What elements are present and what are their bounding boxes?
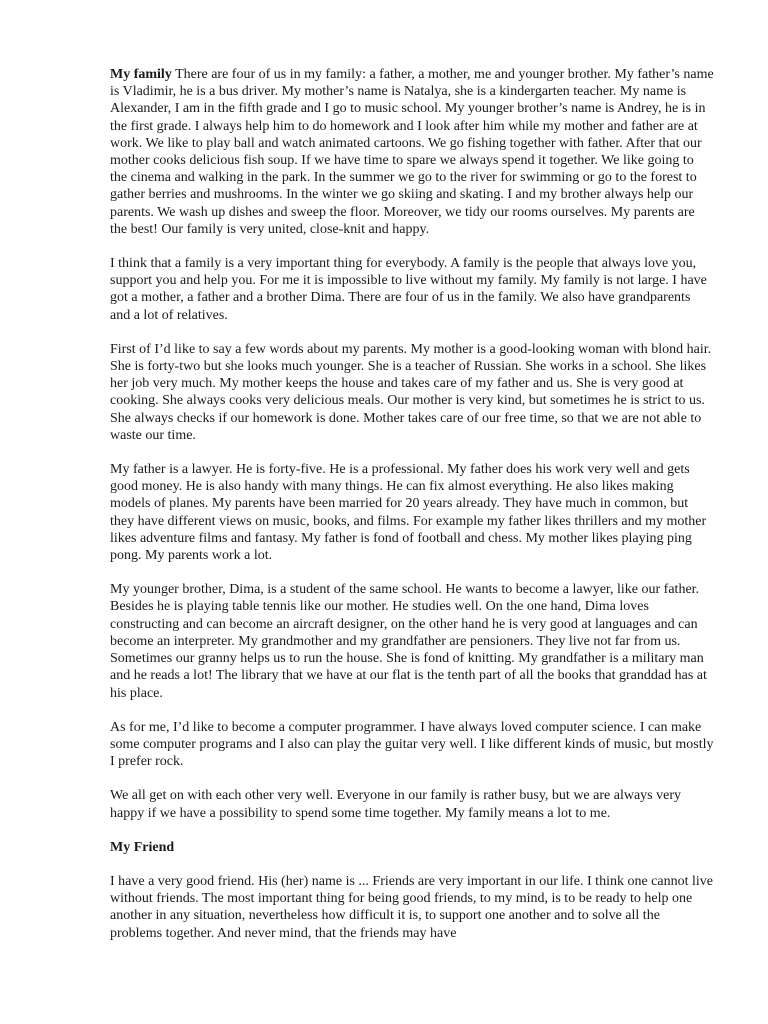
paragraph-family-importance: I think that a family is a very important thing for everybody. A family is the people that always love you, support you and help you. For me it is impossible to live without my family. My family is not large. I have got a mother, a father and a brother Dima. There are four of us in the family. We also have grandparents and a lot of relatives.: [110, 256, 707, 323]
paragraph-parents: First of I’d like to say a few words about my parents. My mother is a good-looking woman with blond hair. She is forty-two but she looks much younger. She is a teacher of Russian. She works in a school. She likes her job very much. My mother keeps the house and takes care of my father and us. She is very good at cooking. She always cooks very delicious meals. Our mother is very kind, but sometimes he is strict to us. She always checks if our homework is done. Mother takes care of our free time, so that we are not able to waste our time.: [110, 341, 712, 443]
heading-my-friend: My Friend: [110, 839, 175, 855]
paragraph-friend: I have a very good friend. His (her) name is ... Friends are very important in our life. I think one cannot live without friends. The most important thing for being good friends, to my mind, is to be ready to help one another in any situation, nevertheless how difficult it is, to support one another and to solve all the problems together. And never mind, that the friends may have: [110, 873, 713, 941]
paragraph-about-me: As for me, I’d like to become a computer programmer. I have always loved computer science. I can make some computer programs and I also can play the guitar very well. I like different kinds of music, but mostly I prefer rock.: [110, 719, 714, 770]
document-page: [110, 66, 714, 959]
paragraph-brother: My younger brother, Dima, is a student of the same school. He wants to become a lawyer, like our father. Besides he is playing table tennis like our mother. He studies well. On the one hand, Dima loves constructing and can become an aircraft designer, on the other hand he is very good at languages and can become an interpreter. My grandmother and my grandfather are pensioners. They live not far from us. Sometimes our granny helps us to run the house. She is fond of knitting. My grandfather is a military man and he reads a lot! The library that we have at our flat is the tenth part of all the books that granddad has at his place.: [110, 582, 707, 701]
paragraph-intro-text: There are four of us in my family: a father, a mother, me and younger brother. My father’s name is Vladimir, he is a bus driver. My mother’s name is Natalya, she is a kindergarten teacher. My name is Alexander, I am in the fifth grade and I go to music school. My younger brother’s name is Andrey, he is in the first grade. I always help him to do homework and I look after him while my mother and father are at work. We like to play ball and watch animated cartoons. We go fishing together with father. After that our mother cooks delicious fish soup. If we have time to spare we always spend it together. We like going to the cinema and walking in the park. In the summer we go to the river for swimming or go to the forest to gather berries and mushrooms. In the winter we go skiing and skating. I and my brother always help our parents. We wash up dishes and sweep the floor. Moreover, we tidy our rooms ourselves. My parents are the best! Our family is very united, close-knit and happy.: [110, 67, 714, 237]
paragraph-together: We all get on with each other very well. Everyone in our family is rather busy, but we are always very happy if we have a possibility to spend some time together. My family means a lot to me.: [110, 788, 681, 821]
paragraph-father: My father is a lawyer. He is forty-five. He is a professional. My father does his work very well and gets good money. He is also handy with many things. He can fix almost everything. He also likes making models of planes. My parents have been married for 20 years already. They have much in common, but they have different views on music, books, and films. For example my father likes thrillers and my mother likes adventure films and fantasy. My father is fond of football and chess. My mother likes playing ping pong. My parents work a lot.: [110, 462, 707, 564]
paragraph-intro: [110, 66, 714, 238]
heading-my-family: My family: [110, 67, 172, 82]
